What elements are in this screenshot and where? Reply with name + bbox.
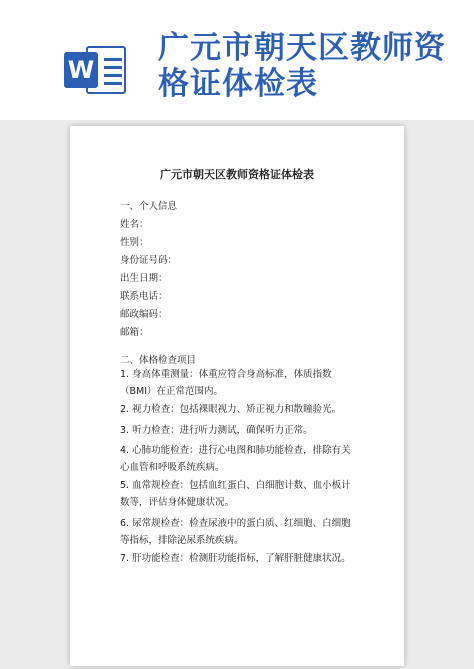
field-name: 姓名： <box>120 219 149 230</box>
field-gender: 性别： <box>120 237 149 248</box>
document-title: 广元市朝天区教师资格证体检表 <box>160 168 314 181</box>
header-banner <box>0 0 474 120</box>
banner-title: 广元市朝天区教师资格证体检表 <box>158 30 446 102</box>
exam-item-cardiopulmonary: 4. 心肺功能检查：进行心电图和肺功能检查，排除有关心血管和呼吸系统疾病。 <box>120 445 351 473</box>
field-postal-code: 邮政编码： <box>120 309 168 320</box>
section-heading-personal-info: 一、个人信息 <box>120 201 178 212</box>
exam-item-height-weight: 1. 身高体重测量：体重应符合身高标准，体质指数（BMI）在正常范围内。 <box>120 369 332 397</box>
exam-item-vision: 2. 视力检查：包括裸眼视力、矫正视力和散瞳验光。 <box>120 404 342 415</box>
section-heading-exam-items: 二、体格检查项目 <box>120 355 197 366</box>
field-birth-date: 出生日期： <box>120 273 168 284</box>
field-email: 邮箱： <box>120 327 149 338</box>
document-page <box>70 126 404 666</box>
exam-item-hearing: 3. 听力检查：进行听力测试，确保听力正常。 <box>120 425 313 436</box>
word-badge: W <box>64 52 98 88</box>
exam-item-blood-routine: 5. 血常规检查：包括血红蛋白、白细胞计数、血小板计数等，评估身体健康状况。 <box>120 480 351 508</box>
field-phone: 联系电话： <box>120 291 168 302</box>
exam-item-urine-routine: 6. 尿常规检查：检查尿液中的蛋白质、红细胞、白细胞等指标，排除泌尿系统疾病。 <box>120 518 351 546</box>
field-id-number: 身份证号码： <box>120 255 178 266</box>
word-document-icon <box>64 42 130 98</box>
exam-item-liver-function: 7. 肝功能检查：检测肝功能指标，了解肝脏健康状况。 <box>120 553 351 564</box>
